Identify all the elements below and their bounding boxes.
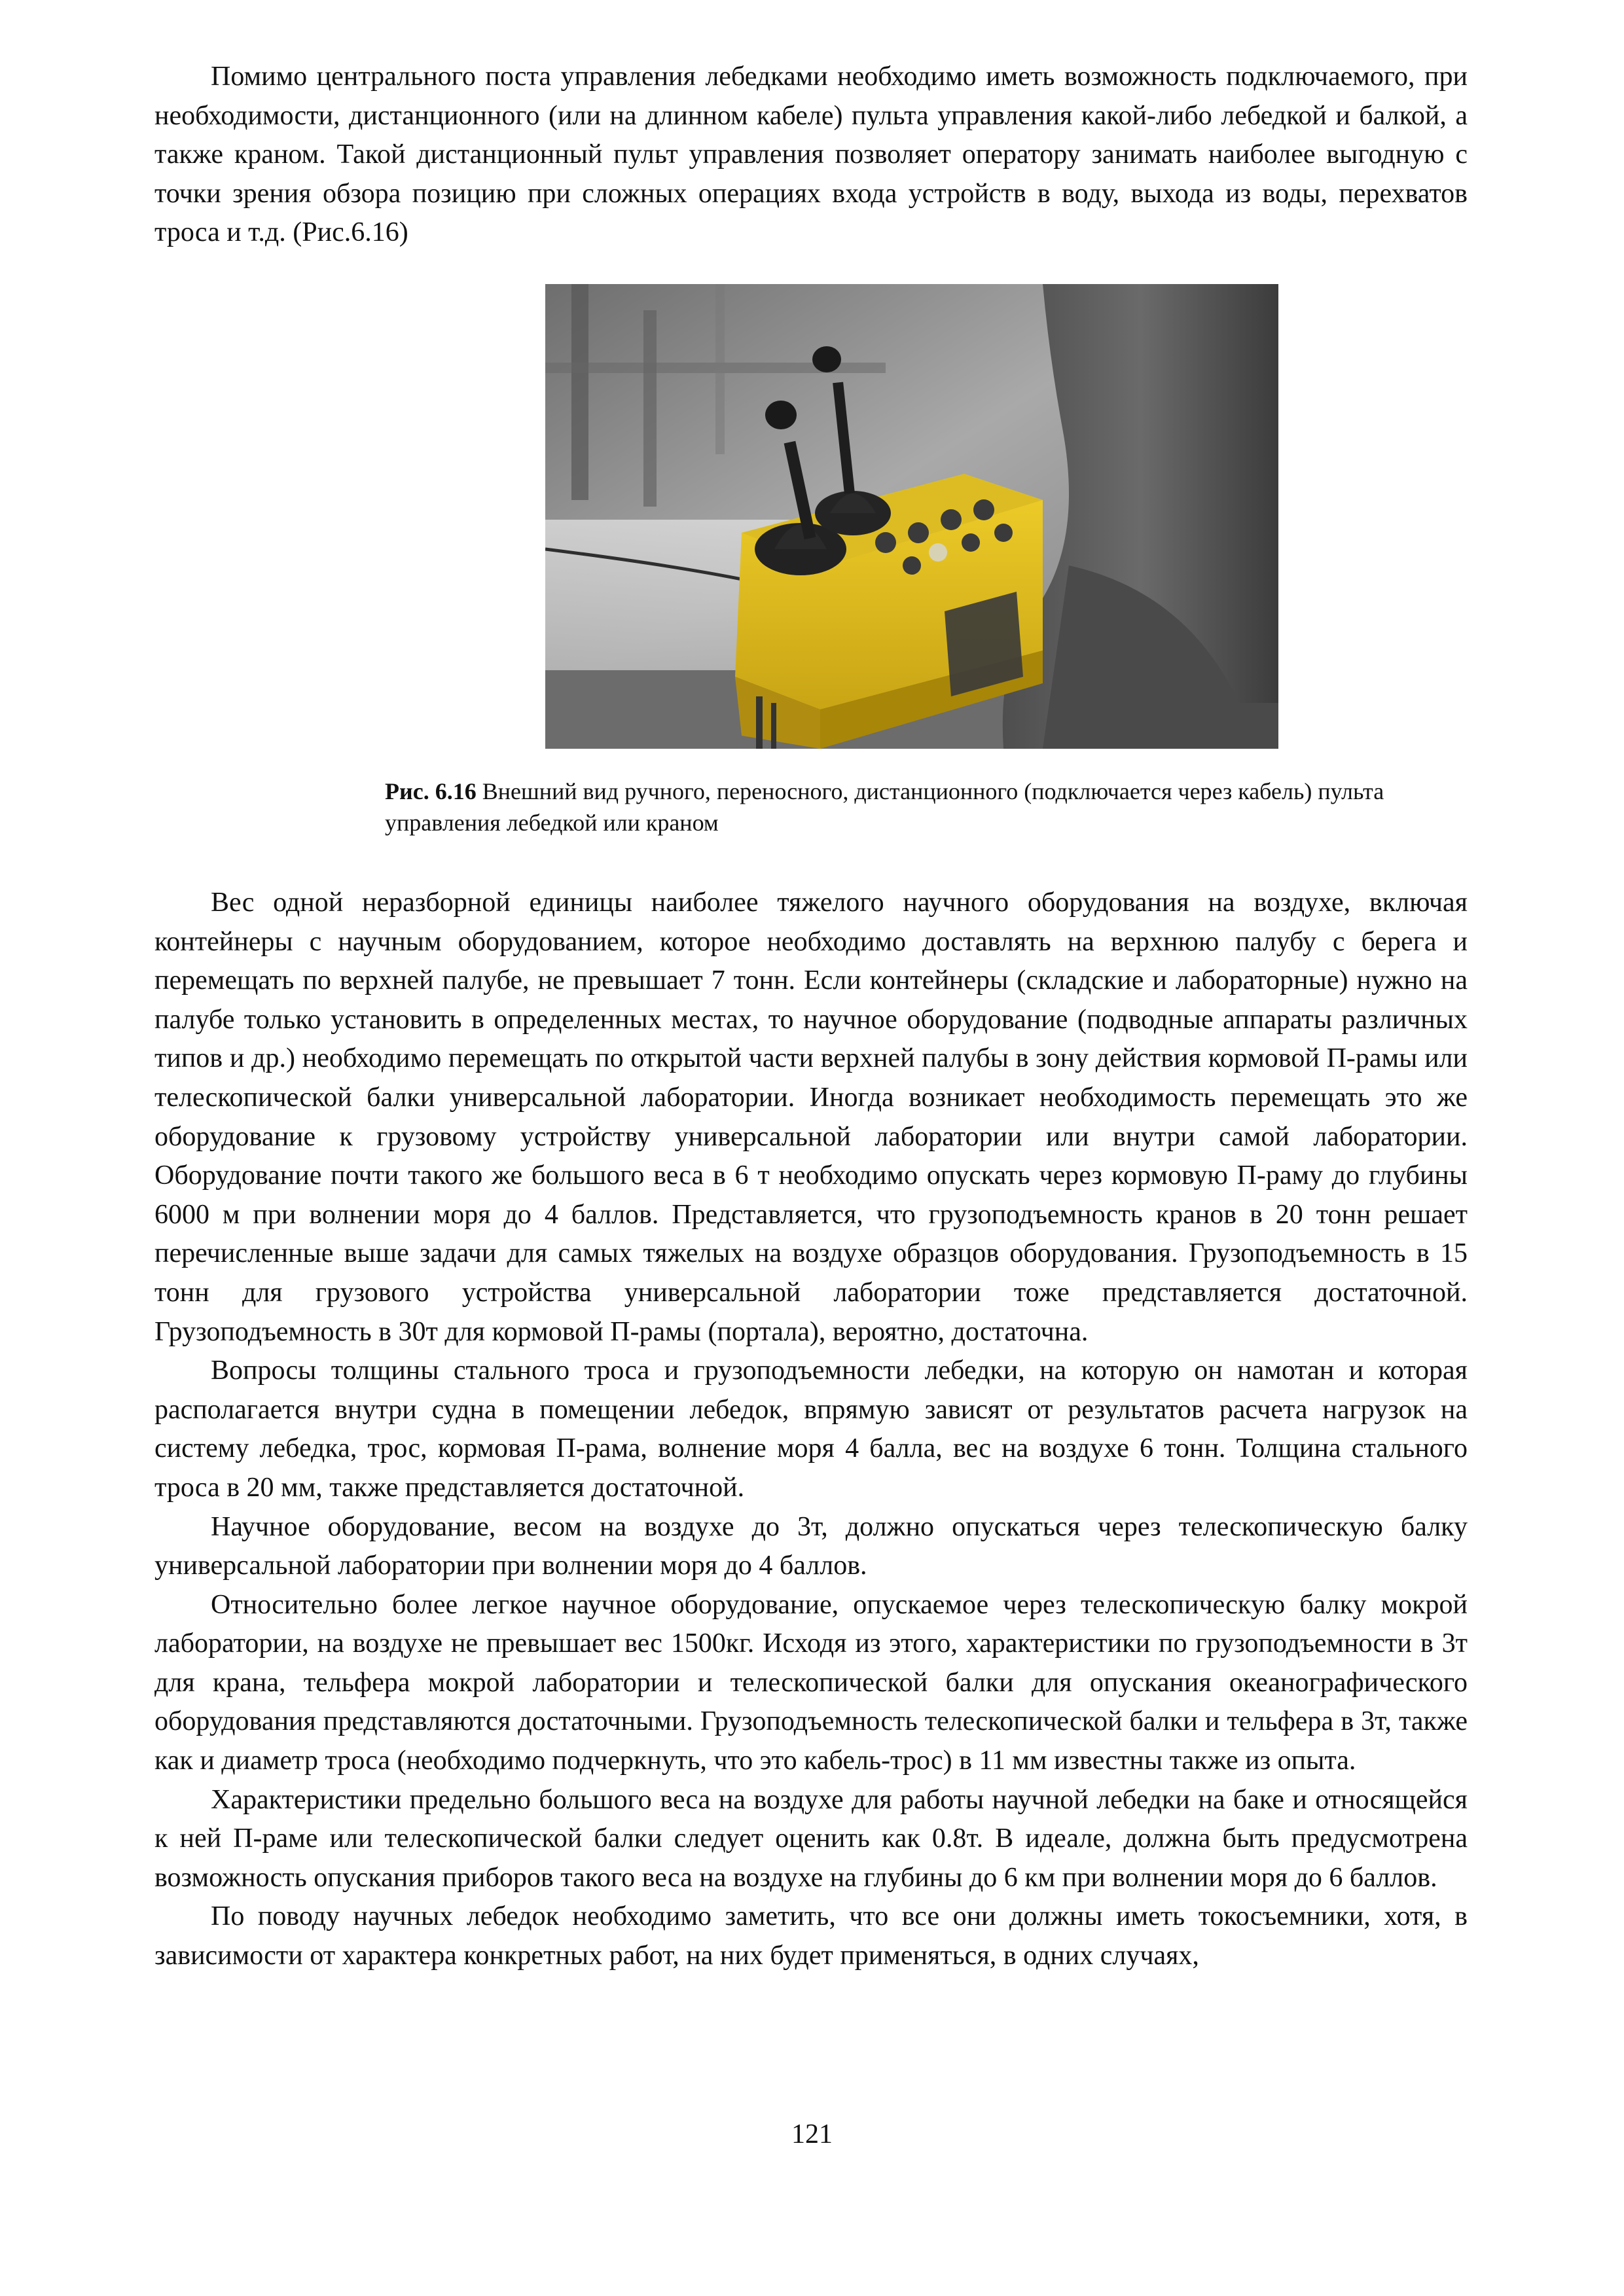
paragraph: По поводу научных лебедок необходимо заметить, что все они должны иметь токосъемники, хотя, в зависимости от характера конкретных работ, на них будет применяться, в одних случаях, <box>154 1901 1468 1971</box>
paragraph: Относительно более легкое научное оборудование, опускаемое через телескопическую балку мокрой лаборатории, на воздухе не превышает вес 1500кг. Исходя из этого, характеристики по грузоподъемности в 3т для крана, тельфера мокрой лаборатории и телескопической балки для опускания океанографического оборудования представляются достаточными. Грузоподъемность телескопической балки и тельфера в 3т, также как и диаметр троса (необходимо подчеркнуть, что это кабель-трос) в 11 мм известны также из опыта. <box>154 1589 1468 1776</box>
figure-caption <box>385 776 1406 838</box>
figure-caption-text: Внешний вид ручного, переносного, дистанционного (подключается через кабель) пульта управления лебедкой или краном <box>385 778 1384 836</box>
paragraph: Научное оборудование, весом на воздухе до 3т, должно опускаться через телескопическую балку универсальной лаборатории при волнении моря до 4 баллов. <box>154 1511 1468 1581</box>
remote-control-photo <box>545 284 1278 749</box>
paragraph: Вес одной неразборной единицы наиболее тяжелого научного оборудования на воздухе, включая контейнеры с научным оборудованием, которое необходимо доставлять на верхнюю палубу с берега и перемещать по верхней палубе, не превышает 7 тонн. Если контейнеры (складские и лабораторные) нужно на палубе только установить в определенных местах, то научное оборудование (подводные аппараты различных типов и др.) необходимо перемещать по открытой части верхней палубы в зону действия кормовой П-рамы или телескопической балки универсальной лаборатории. Иногда возникает необходимость перемещать это же оборудование к грузовому устройству универсальной лаборатории или внутри самой лаборатории. Оборудование почти такого же большого веса в 6 т необходимо опускать через кормовую П-раму до глубины 6000 м при волнении моря до 4 баллов. Представляется, что грузоподъемность кранов в 20 тонн решает перечисленные выше задачи для самых тяжелых на воздухе образцов оборудования. Грузоподъемность в 15 тонн для грузового устройства универсальной лаборатории тоже представляется достаточной. Грузоподъемность в 30т для кормовой П-рамы (портала), вероятно, достаточна. <box>154 888 1468 1347</box>
paragraph: Помимо центрального поста управления лебедками необходимо иметь возможность подключаемого, при необходимости, дистанционного (или на длинном кабеле) пульта управления какой-либо лебедкой и балкой, а также краном. Такой дистанционный пульт управления позволяет оператору занимать наиболее выгодную с точки зрения обзора позицию при сложных операциях входа устройств в воду, выхода из воды, перехватов троса и т.д. (Рис.6.16) <box>154 62 1468 248</box>
intro-text <box>154 58 1468 253</box>
figure-caption-label: Рис. 6.16 <box>385 778 477 804</box>
main-text <box>154 884 1468 1976</box>
page-number: 121 <box>791 2119 833 2149</box>
paragraph: Характеристики предельно большого веса на воздухе для работы научной лебедки на баке и относящейся к ней П-раме или телескопической балки следует оценить как 0.8т. В идеале, должна быть предусмотрена возможность опускания приборов такого веса на воздухе на глубины до 6 км при волнении моря до 6 баллов. <box>154 1784 1468 1893</box>
figure-remote-control-photo <box>545 284 1278 749</box>
paragraph: Вопросы толщины стального троса и грузоподъемности лебедки, на которую он намотан и которая располагается внутри судна в помещении лебедок, впрямую зависят от результатов расчета нагрузок на систему лебедка, трос, кормовая П-рама, волнение моря 4 балла, вес на воздухе 6 тонн. Толщина стального троса в 20 мм, также представляется достаточной. <box>154 1355 1468 1503</box>
